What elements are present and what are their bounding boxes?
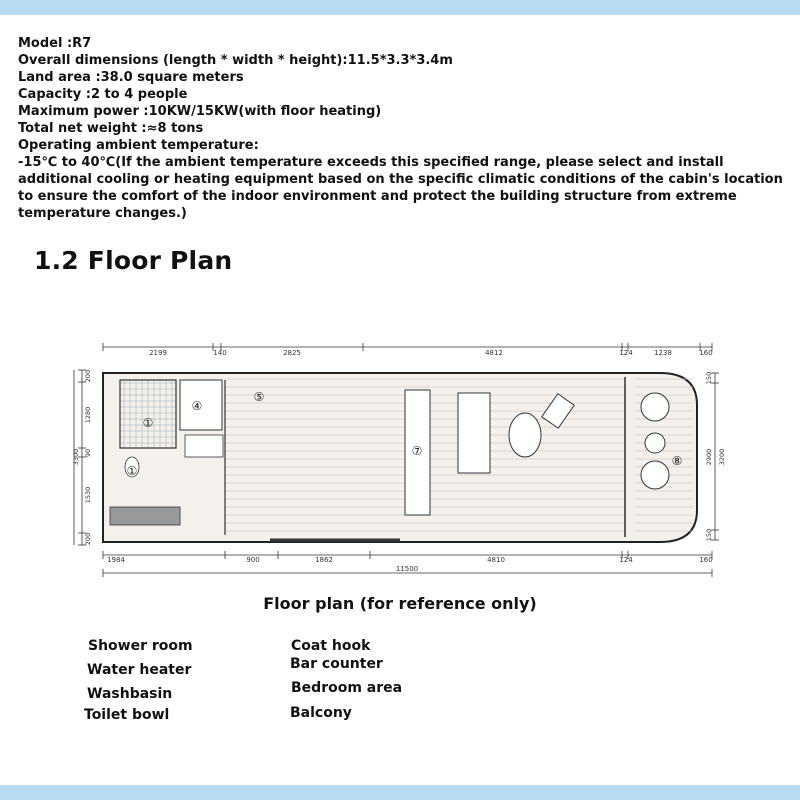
top-dim-1: 2199 [149, 349, 167, 357]
floor-plan-caption: Floor plan (for reference only) [263, 594, 537, 613]
total-length-dim: 11500 [395, 565, 419, 573]
legend-bar-counter: Bar counter [290, 656, 383, 672]
left-dim-5: 200 [84, 532, 92, 546]
floor-plan-drawing [70, 335, 730, 580]
right-dim-1: 150 [705, 371, 713, 385]
marker-bedroom: ⑦ [411, 444, 423, 458]
top-dim-2: 140 [213, 349, 227, 357]
left-dim-2: 1280 [84, 406, 92, 424]
marker-bar-counter: ⑤ [253, 390, 265, 404]
legend-coat-hook: Coat hook [291, 638, 371, 654]
left-dim-1: 200 [84, 369, 92, 383]
spec-land-area: Land area :38.0 square meters [18, 70, 244, 85]
marker-coat-hook: ④ [191, 399, 203, 413]
right-dim-2: 2900 [705, 448, 713, 466]
spec-net-weight: Total net weight :≈8 tons [18, 121, 204, 136]
left-dim-3: 90 [84, 448, 92, 458]
shower-room [120, 380, 176, 448]
left-dim-4: 1530 [84, 486, 92, 504]
bottom-dim-5: 124 [619, 556, 633, 564]
marker-toilet: ① [126, 464, 138, 478]
spec-list [18, 35, 788, 222]
legend-washbasin: Washbasin [87, 686, 173, 702]
bottom-dim-1: 1984 [107, 556, 125, 564]
legend-bedroom-area: Bedroom area [291, 680, 403, 696]
balcony-table [645, 433, 665, 453]
right-dim-3: 150 [705, 528, 713, 542]
top-dim-5: 124 [619, 349, 633, 357]
legend-balcony: Balcony [290, 705, 352, 721]
spec-temp-detail: -15℃ to 40℃(If the ambient temperature exceeds this specified range, please select and install additional cooling or heating equipment based on the specific climatic conditions of the cabin's location to ensure the comfort of the indoor environment and protect the building structure from extreme temperature changes.) [18, 155, 783, 221]
balcony-chair-1 [641, 393, 669, 421]
right-total-dim: 3200 [718, 448, 726, 466]
bottom-border-band [0, 785, 800, 800]
marker-shower-room: ① [142, 416, 154, 430]
spec-dimensions: Overall dimensions (length * width * height):11.5*3.3*3.4m [18, 53, 453, 68]
top-dim-4: 4812 [485, 349, 503, 357]
legend-toilet-bowl: Toilet bowl [84, 707, 170, 723]
bottom-dim-2: 900 [246, 556, 260, 564]
top-dim-3: 2825 [283, 349, 301, 357]
bedroom-table [509, 413, 541, 457]
spec-capacity: Capacity :2 to 4 people [18, 87, 188, 102]
marker-balcony: ⑧ [671, 454, 683, 468]
spec-max-power: Maximum power :10KW/15KW(with floor heating) [18, 104, 382, 119]
bottom-dim-4: 4810 [487, 556, 505, 564]
bottom-dim-6: 160 [699, 556, 713, 564]
left-total-dim: 3300 [72, 448, 80, 466]
bottom-dimension-line [103, 551, 712, 577]
top-dim-6: 1238 [654, 349, 672, 357]
top-border-band [0, 0, 800, 15]
spec-temp-heading: Operating ambient temperature: [18, 138, 259, 153]
section-heading: 1.2 Floor Plan [34, 246, 233, 275]
legend-shower-room: Shower room [88, 638, 193, 654]
bed-headboard [458, 393, 490, 473]
bottom-dim-3: 1862 [315, 556, 333, 564]
spec-model: Model :R7 [18, 36, 92, 51]
balcony-chair-2 [641, 461, 669, 489]
legend-water-heater: Water heater [87, 662, 192, 678]
top-dim-7: 160 [699, 349, 713, 357]
